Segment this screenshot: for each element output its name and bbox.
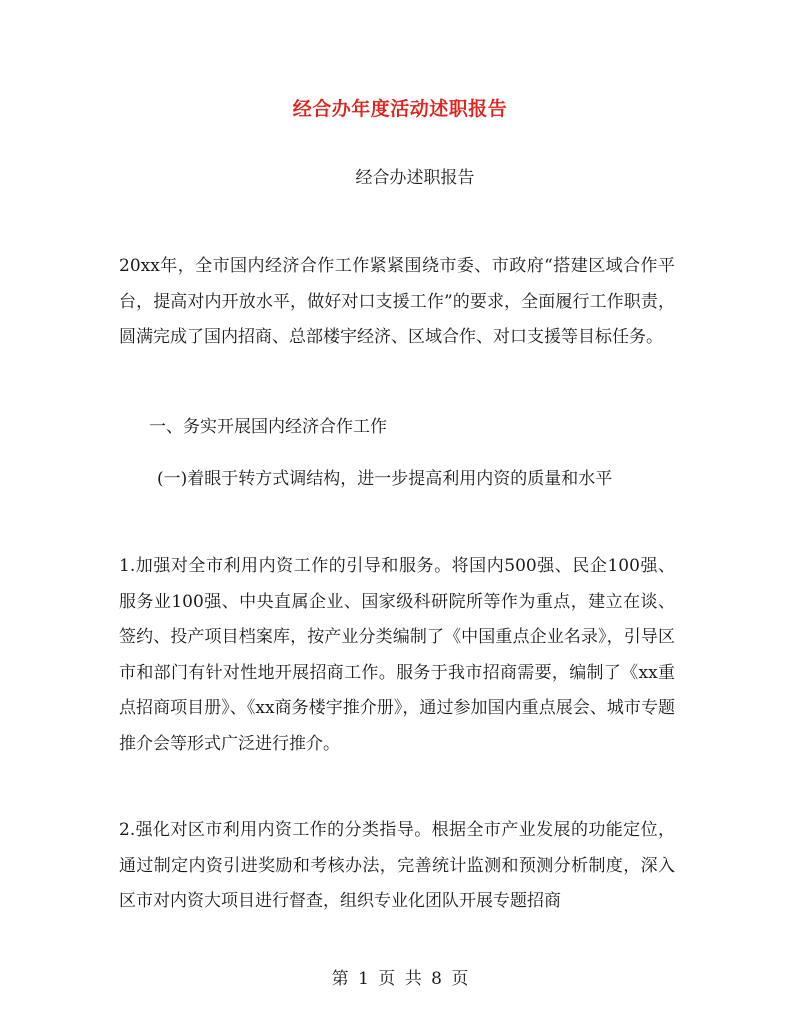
- paragraph-1: 1.加强对全市利用内资工作的引导和服务。将国内500强、民企100强、服务业100强、中央直属企业、国家级科研院所等作为重点，建立在谈、签约、投产项目档案库，按产业分类编制了《中国重点企业名录》，引导区市和部门有针对性地开展招商工作。服务于我市招商需要，编制了《xx重点招商项目册》、《xx商务楼宇推介册》，通过参加国内重点展会、城市专题推介会等形式广泛进行推介。: [119, 556, 675, 754]
- document-title: 经合办年度活动述职报告: [292, 98, 508, 120]
- paragraph-2: 2.强化对区市利用内资工作的分类指导。根据全市产业发展的功能定位，通过制定内资引进奖励和考核办法，完善统计监测和预测分析制度，深入区市对内资大项目进行督查，组织专业化团队开展专题招商: [119, 820, 675, 911]
- section-heading-1: 一、务实开展国内经济合作工作: [149, 417, 387, 437]
- subsection-heading-1: (一)着眼于转方式调结构，进一步提高利用内资的质量和水平: [157, 469, 613, 489]
- intro-paragraph: 20xx年，全市国内经济合作工作紧紧围绕市委、市政府“搭建区域合作平台，提高对内开放水平，做好对口支援工作”的要求，全面履行工作职责，圆满完成了国内招商、总部楼宇经济、区域合作、对口支援等目标任务。: [119, 256, 675, 347]
- document-subtitle: 经合办述职报告: [355, 168, 475, 188]
- page-indicator: 第 1 页 共 8 页: [331, 969, 469, 989]
